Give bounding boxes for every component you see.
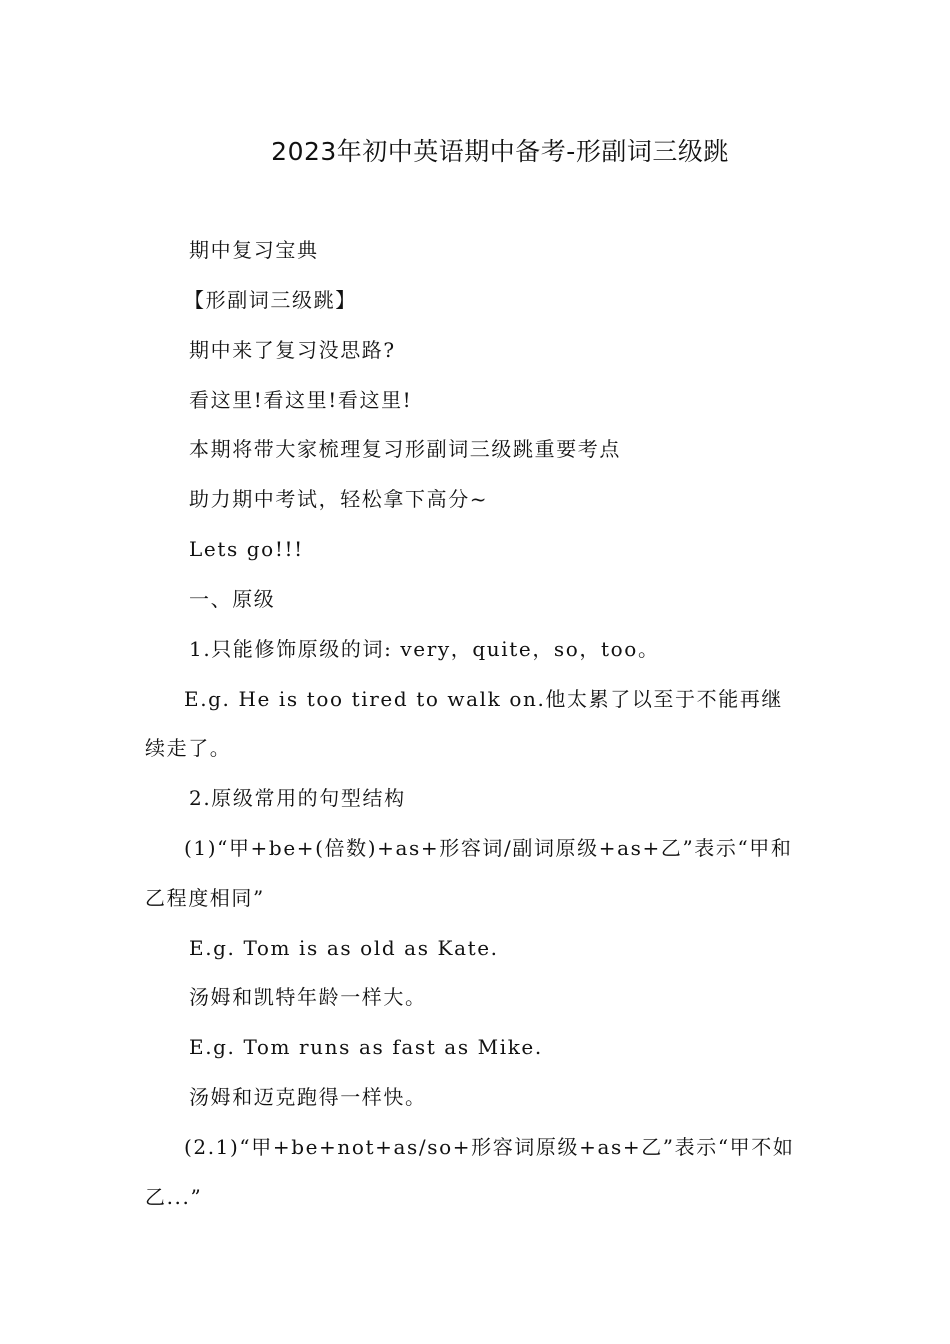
- text-line: 助力期中考试，轻松拿下高分~: [189, 487, 489, 511]
- text-line: 期中来了复习没思路?: [189, 338, 396, 362]
- rule-line: (1)“甲+be+(倍数)+as+形容词/副词原级+as+乙”表示“甲和: [184, 836, 793, 860]
- text-line: 1.只能修饰原级的词: very，quite，so，too。: [189, 637, 660, 661]
- text-line: Lets go!!!: [189, 537, 304, 561]
- example-line: E.g. Tom is as old as Kate.: [189, 936, 499, 960]
- example-line: E.g. He is too tired to walk on.他太累了以至于不能再继: [184, 687, 784, 711]
- example-line-continued: 续走了。: [145, 736, 232, 760]
- translation-line: 汤姆和凯特年龄一样大。: [189, 985, 427, 1009]
- example-line: E.g. Tom runs as fast as Mike.: [189, 1035, 543, 1059]
- rule-line-continued: 乙...”: [145, 1185, 203, 1209]
- section-heading: 2.原级常用的句型结构: [189, 786, 406, 810]
- rule-line: (2.1)“甲+be+not+as/so+形容词原级+as+乙”表示“甲不如: [184, 1135, 795, 1159]
- text-line: 看这里!看这里!看这里!: [189, 388, 413, 412]
- rule-line-continued: 乙程度相同”: [145, 886, 265, 910]
- text-line: 期中复习宝典: [189, 238, 319, 262]
- text-line: 【形副词三级跳】: [184, 288, 357, 312]
- text-line: 本期将带大家梳理复习形副词三级跳重要考点: [189, 437, 621, 461]
- translation-line: 汤姆和迈克跑得一样快。: [189, 1085, 427, 1109]
- page-title: 2023年初中英语期中备考-形副词三级跳: [271, 137, 729, 166]
- section-heading: 一、原级: [189, 587, 276, 611]
